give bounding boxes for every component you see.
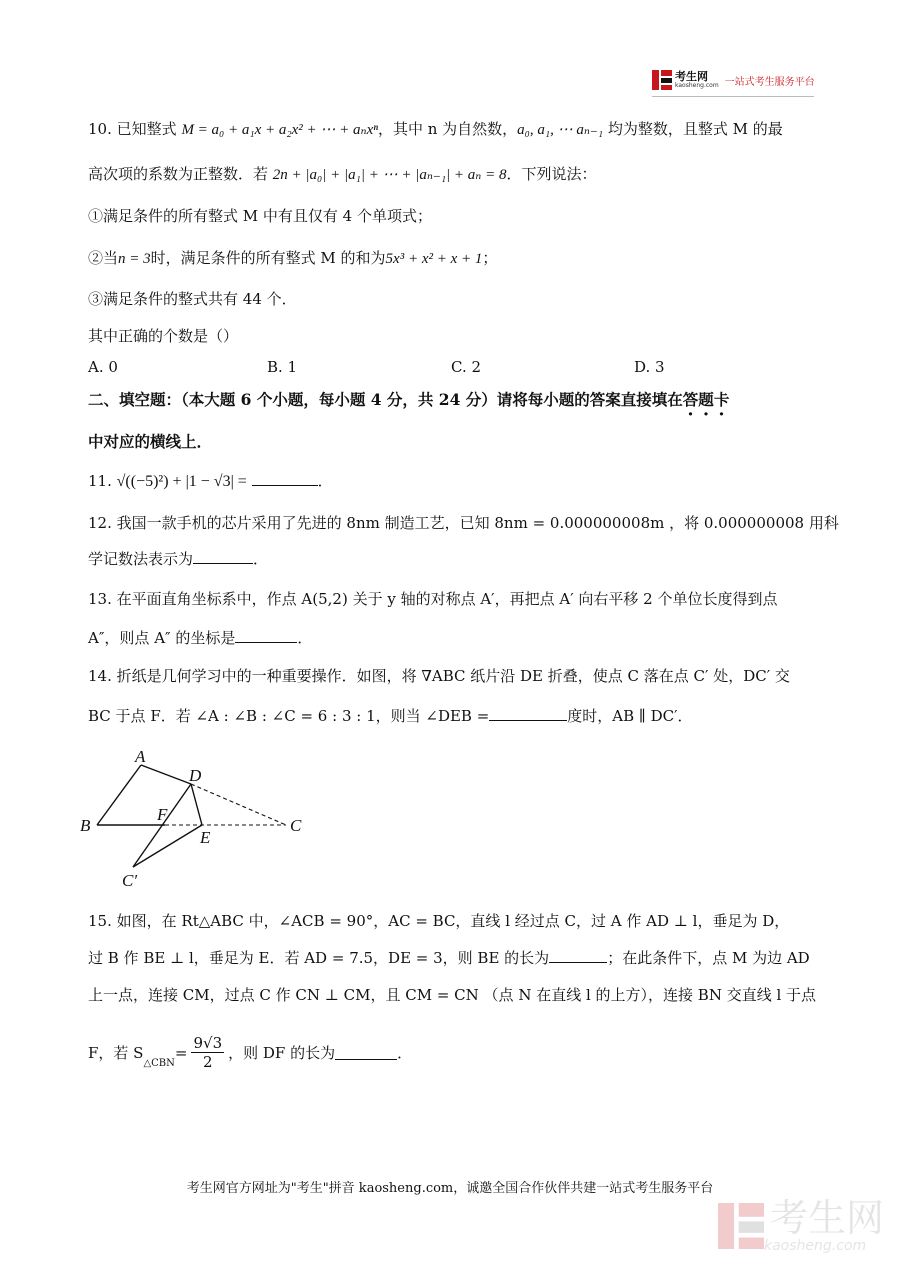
q10-tail: 均为整数，且整式 M 的最 — [607, 120, 783, 138]
q10-option-d: D. 3 — [634, 358, 665, 376]
logo-mark-icon — [652, 70, 672, 90]
q10-s2-a: ②当 — [88, 249, 119, 267]
q11-number: 11. — [88, 472, 112, 490]
q14-number: 14. — [88, 667, 112, 685]
q11-answer-blank[interactable] — [252, 471, 318, 486]
q15-line1 — [88, 910, 789, 931]
q12-end: ． — [253, 550, 269, 568]
q15-end: ． — [397, 1044, 413, 1062]
q10-line2 — [88, 163, 597, 184]
label-e: E — [200, 828, 211, 847]
q15-line2-a: 过 B 作 BE ⊥ l，垂足为 E．若 AD = 7.5，DE = 3，则 BE 的长为 — [88, 949, 550, 967]
watermark-text: 考生网 — [770, 1196, 885, 1240]
section2-title-b: 中对应的横线上． — [88, 432, 213, 451]
q10-coeffs: a₀, a₁, ⋯ aₙ₋₁ — [517, 122, 604, 138]
header-logo — [652, 70, 815, 90]
q12-answer-blank[interactable] — [193, 549, 253, 564]
q13-line1-text: 在平面直角坐标系中，作点 A(5,2) 关于 y 轴的对称点 A′，再把点 A′ 向右平移 2 个单位长度得到点 — [116, 590, 778, 608]
label-d: D — [189, 766, 202, 785]
q14-line2 — [88, 705, 693, 726]
q15-number: 15. — [88, 912, 112, 930]
logo-name: 考生网 — [675, 70, 708, 83]
q11-end: ． — [317, 472, 333, 490]
q15-line4 — [88, 1034, 412, 1071]
segment-de — [191, 784, 202, 825]
q13-number: 13. — [88, 590, 112, 608]
q10-option-c: C. 2 — [451, 358, 482, 376]
q14-line2-b: 度时，AB ∥ DC′． — [567, 707, 693, 725]
q15-line4-b: ，则 DF 的长为 — [228, 1044, 336, 1062]
q10-ask: 其中正确的个数是（） — [88, 327, 239, 345]
q10-number: 10. — [88, 120, 112, 138]
dotted-char-1: 答 — [682, 390, 699, 409]
q10-option-a: A. 0 — [88, 358, 118, 376]
q15-line3: 上一点，连接 CM，过点 C 作 CN ⊥ CM，且 CM = CN （点 N 在直线 l 的上方），连接 BN 交直线 l 于点 — [88, 986, 817, 1004]
q15-fraction-denominator: 2 — [203, 1053, 213, 1071]
segment-ab — [97, 765, 141, 825]
q14-answer-blank[interactable] — [489, 706, 567, 721]
dashed-dc — [191, 784, 286, 825]
section2-title — [88, 388, 729, 410]
q10-s2-sum: 5x³ + x² + x + 1 — [385, 251, 483, 267]
logo-domain: kaosheng.com — [675, 82, 719, 89]
q14-line1-text: 折纸是几何学习中的一种重要操作．如图，将 ∇ABC 纸片沿 DE 折叠，使点 C 落在点 C′ 处，DC′ 交 — [116, 667, 790, 685]
q15-line2 — [88, 947, 810, 968]
q11 — [88, 470, 333, 491]
q12-line2-text: 学记数法表示为 — [88, 550, 194, 568]
q13-answer-blank[interactable] — [235, 628, 297, 643]
header-divider — [652, 96, 814, 97]
q10-line2-a: 高次项的系数为正整数．若 — [88, 165, 269, 183]
label-b: B — [80, 816, 91, 835]
q10-s2-cond: n = 3 — [118, 251, 151, 267]
q13-end: ． — [297, 629, 313, 647]
q10-line2-b: ．下列说法： — [506, 165, 597, 183]
q15-answer-blank-2[interactable] — [335, 1045, 397, 1060]
dotted-char-2: 题 — [698, 390, 714, 409]
q10-intro: 已知整式 — [116, 120, 177, 138]
segment-ec1 — [133, 825, 202, 867]
q15-line4-a: F，若 S — [88, 1044, 144, 1062]
q15-fraction-numerator: 9√3 — [193, 1034, 223, 1052]
q10-statement-3: ③满足条件的整式共有 44 个． — [88, 290, 297, 308]
q15-fraction — [191, 1034, 224, 1071]
q10-option-b: B. 1 — [267, 358, 298, 376]
segment-ad — [141, 765, 191, 784]
q15-answer-blank-1[interactable] — [549, 948, 607, 963]
watermark-logo-icon — [718, 1203, 764, 1249]
q12-line1 — [88, 512, 839, 533]
q10-s2-c: ； — [482, 249, 498, 267]
watermark — [718, 1198, 884, 1254]
footer-text: 考生网官方网址为"考生"拼音 kaosheng.com，诚邀全国合作伙伴共建一站式考生服务平台 — [186, 1181, 714, 1196]
q10-statement-1: ①满足条件的所有整式 M 中有且仅有 4 个单项式； — [88, 207, 432, 225]
label-c-prime: C′ — [122, 871, 138, 890]
q10-line1 — [88, 118, 783, 139]
label-a: A — [135, 747, 146, 766]
q10-mid: ，其中 n 为自然数， — [377, 120, 518, 138]
q15-area-subscript: △CBN — [143, 1058, 175, 1069]
q15-line2-b: ；在此条件下，点 M 为边 AD — [607, 949, 810, 967]
q15-line1-text: 如图，在 Rt△ABC 中，∠ACB = 90°，AC = BC，直线 l 经过点 C，过 A 作 AD ⊥ l，垂足为 D， — [116, 912, 790, 930]
q14-figure — [78, 745, 338, 895]
label-f: F — [157, 805, 168, 824]
header-slogan: 一站式考生服务平台 — [724, 76, 815, 88]
label-c: C — [290, 816, 302, 835]
q14-line2-a: BC 于点 F．若 ∠A : ∠B : ∠C = 6 : 3 : 1，则当 ∠DEB = — [88, 707, 490, 725]
dotted-char-3: 卡 — [713, 390, 730, 409]
q13-line1 — [88, 588, 777, 609]
q10-statement-2 — [88, 247, 497, 268]
q15-line4-eq: = — [174, 1043, 188, 1062]
q10-s2-b: 时，满足条件的所有整式 M 的和为 — [150, 249, 386, 267]
section2-title-a: 二、填空题：（本大题 6 个小题，每小题 4 分，共 24 分）请将每小题的答案直接填在 — [88, 390, 683, 409]
q12-line1-text: 我国一款手机的芯片采用了先进的 8nm 制造工艺，已知 8nm = 0.000000008m ，将 0.000000008 用科 — [116, 514, 839, 532]
q10-formula: M = a₀ + a₁x + a₂x² + ⋯ + aₙxⁿ — [181, 122, 378, 138]
q11-expression: √((−5)²) + |1 − √3| = — [116, 473, 247, 490]
watermark-domain: kaosheng.com — [764, 1238, 867, 1254]
q10-condition: 2n + |a₀| + |a₁| + ⋯ + |aₙ₋₁| + aₙ = 8 — [272, 167, 507, 183]
q13-line2 — [88, 627, 312, 648]
q12-number: 12. — [88, 514, 112, 532]
q12-line2 — [88, 548, 268, 569]
q13-line2-text: A″，则点 A″ 的坐标是 — [88, 629, 236, 647]
q14-line1 — [88, 665, 790, 686]
